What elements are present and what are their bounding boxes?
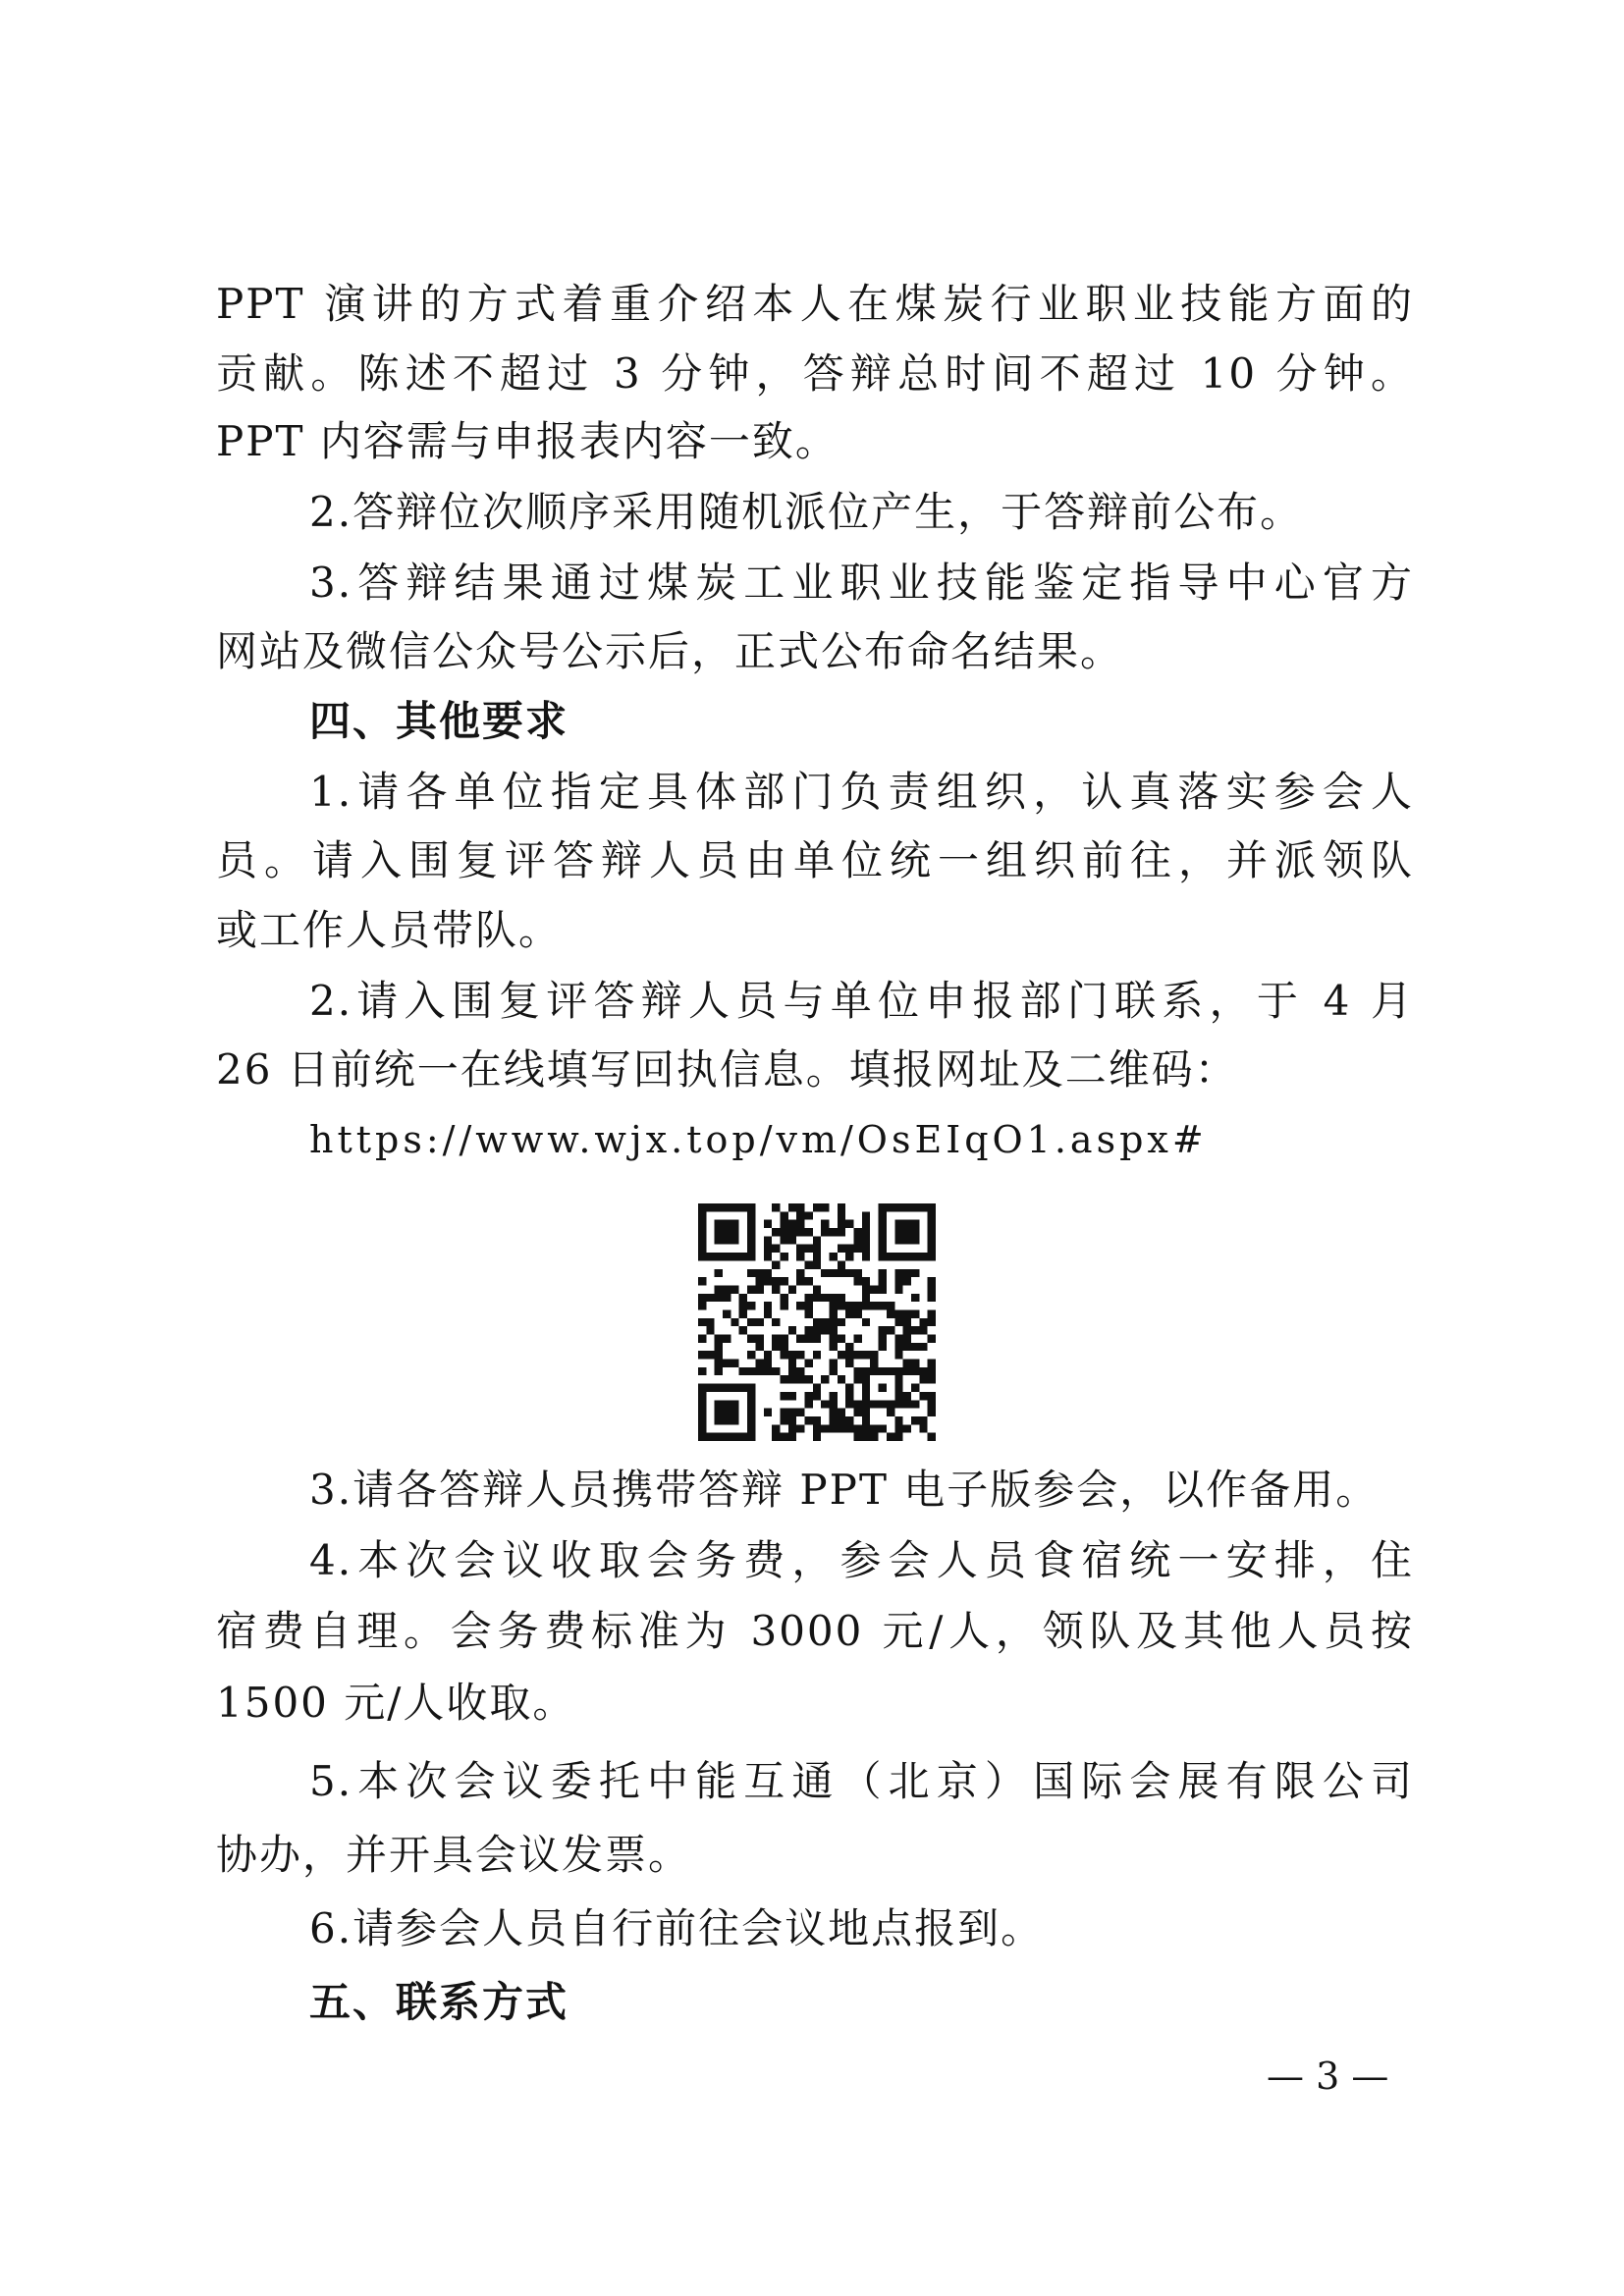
body-text-line: 员。请入围复评答辩人员由单位统一组织前往，并派领队 bbox=[216, 836, 1414, 884]
page-number: — 3 — bbox=[1267, 2055, 1389, 2098]
body-text-line: 3.请各答辩人员携带答辩 PPT 电子版参会，以作备用。 bbox=[309, 1466, 1380, 1514]
body-text-line: 网站及微信公众号公示后，正式公布命名结果。 bbox=[216, 627, 1124, 675]
section-heading: 五、联系方式 bbox=[309, 1978, 569, 2026]
body-text-line: 26 日前统一在线填写回执信息。填报网址及二维码： bbox=[216, 1045, 1238, 1094]
body-text-line: 6.请参会人员自行前往会议地点报到。 bbox=[309, 1904, 1045, 1952]
body-text-line: 或工作人员带队。 bbox=[216, 906, 563, 954]
qr-code bbox=[698, 1203, 936, 1441]
body-text-line: 2.请入围复评答辩人员与单位申报部门联系，于 4 月 bbox=[309, 977, 1414, 1025]
body-text-line: 贡献。陈述不超过 3 分钟，答辩总时间不超过 10 分钟。 bbox=[216, 349, 1414, 398]
body-text-line: 4.本次会议收取会务费，参会人员食宿统一安排，住 bbox=[309, 1536, 1414, 1584]
section-heading: 四、其他要求 bbox=[309, 697, 569, 745]
body-text-line: 1.请各单位指定具体部门负责组织，认真落实参会人 bbox=[309, 768, 1414, 816]
body-text-line: 协办，并开具会议发票。 bbox=[216, 1831, 692, 1879]
body-text-line: 5.本次会议委托中能互通（北京）国际会展有限公司 bbox=[309, 1757, 1414, 1805]
body-text-line: PPT 演讲的方式着重介绍本人在煤炭行业职业技能方面的 bbox=[216, 280, 1414, 328]
body-text-line: 2.答辩位次顺序采用随机派位产生，于答辩前公布。 bbox=[309, 488, 1304, 536]
body-text-line: 宿费自理。会务费标准为 3000 元/人，领队及其他人员按 bbox=[216, 1607, 1414, 1655]
body-text-line: 3.答辩结果通过煤炭工业职业技能鉴定指导中心官方 bbox=[309, 559, 1414, 607]
body-text-line: PPT 内容需与申报表内容一致。 bbox=[216, 417, 839, 465]
body-text-line: 1500 元/人收取。 bbox=[216, 1679, 576, 1727]
survey-url: https://www.wjx.top/vm/OsEIqO1.aspx# bbox=[309, 1118, 1208, 1161]
